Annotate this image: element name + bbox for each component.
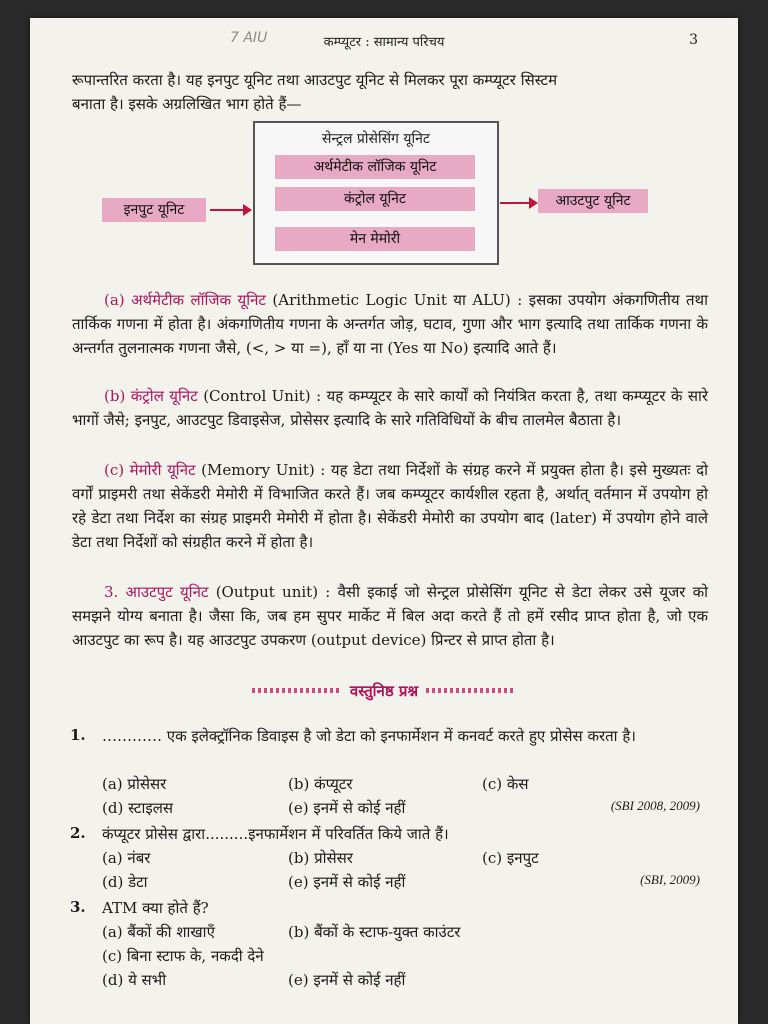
section-control-label: (b) कंट्रोल यूनिट [104, 387, 198, 405]
page-number: 3 [689, 32, 698, 48]
objective-heading [30, 680, 738, 701]
section-alu-label: (a) अर्थमेटीक लॉजिक यूनिट [104, 291, 266, 309]
book-page [30, 18, 738, 1024]
q3-option-b: (b) बैंकों के स्टाफ-युक्त काउंटर [288, 923, 461, 941]
question-1-number: 1. [70, 726, 86, 744]
pencil-note: 7 AIU [230, 30, 268, 46]
intro-line-2: बनाता है। इसके अग्रलिखित भाग होते हैं— [72, 95, 302, 113]
section-alu-text: (Arithmetic Logic Unit या ALU) : इसका उपयोग अंकगणितीय तथा तार्किक गणना में होता है। अंकगणितीय गणना के अन्तर्गत जोड़, घटाव, गुणा और भाग इत्यादि तथा तार्किक गणना के अन्तर्गत तुलनात्मक गणना जैसे, (<, > या =), हाँ या ना (Yes या No) इत्यादि आते हैं। [72, 291, 708, 357]
section-output [72, 580, 708, 652]
q2-source: (SBI, 2009) [640, 872, 700, 887]
q2-option-e: (e) इनमें से कोई नहीं [288, 873, 406, 891]
q1-option-e: (e) इनमें से कोई नहीं [288, 799, 406, 817]
q2-option-a: (a) नंबर [102, 849, 151, 867]
heading-rule-right [426, 688, 516, 693]
q1-source: (SBI 2008, 2009) [610, 798, 700, 813]
q3-option-e: (e) इनमें से कोई नहीं [288, 971, 406, 989]
section-alu [72, 288, 708, 360]
heading-rule-left [252, 688, 342, 693]
section-memory-label: (c) मेमोरी यूनिट [104, 461, 196, 479]
question-3-text: ATM क्या होते हैं? [102, 899, 209, 917]
q1-option-d: (d) स्टाइलस [102, 799, 174, 817]
q3-option-d: (d) ये सभी [102, 971, 167, 989]
cpu-title: सेन्ट्रल प्रोसेसिंग यूनिट [322, 131, 430, 147]
objective-heading-text: वस्तुनिष्ठ प्रश्न [349, 681, 419, 700]
question-2-number: 2. [70, 824, 86, 842]
q1-option-b: (b) कंप्यूटर [288, 775, 353, 793]
arrow-input-to-cpu [210, 209, 244, 211]
alu-box: अर्थमेटीक लॉजिक यूनिट [275, 155, 475, 179]
main-memory-box: मेन मेमोरी [275, 227, 475, 251]
q2-option-b: (b) प्रोसेसर [288, 849, 353, 867]
q1-option-a: (a) प्रोसेसर [102, 775, 167, 793]
intro-line-1: रूपान्तरित करता है। यह इनपुट यूनिट तथा आउटपुट यूनिट से मिलकर पूरा कम्प्यूटर सिस्टम [72, 71, 558, 89]
control-unit-box: कंट्रोल यूनिट [275, 187, 475, 211]
question-1-text: ………… एक इलेक्ट्रॉनिक डिवाइस है जो डेटा को इनफार्मेशन में कनवर्ट करते हुए प्रोसेस करता है। [102, 727, 636, 745]
q2-option-c: (c) इनपुट [482, 849, 539, 867]
q3-option-c: (c) बिना स्टाफ के, नकदी देने [102, 947, 264, 965]
section-memory-text: (Memory Unit) : यह डेटा तथा निर्देशों के संग्रह करने में प्रयुक्त होता है। इसे मुख्यतः दो वर्गों प्राइमरी तथा सेकेंडरी मेमोरी में विभाजित करते हैं। जब कम्प्यूटर कार्यशील रहता है, अर्थात् वर्तमान में उपयोग हो रहे डेटा तथा निर्देश का संग्रह प्राइमरी मेमोरी में होता है। सेकेंडरी मेमोरी का उपयोग बाद (later) में उपयोग होने वाले डेटा तथा निर्देशों को संग्रहीत करने में होता है। [72, 461, 708, 551]
section-control-text: (Control Unit) : यह कम्प्यूटर के सारे कार्यों को नियंत्रित करता है, तथा कम्प्यूटर के सारे भागों जैसे; इनपुट, आउटपुट डिवाइसेज, प्रोसेसर इत्यादि के सारे गतिविधियों के बीच तालमेल बैठाता है। [72, 387, 708, 429]
output-unit-box: आउटपुट यूनिट [538, 189, 648, 213]
section-control [72, 384, 708, 432]
running-header: कम्प्यूटर : सामान्य परिचय [323, 35, 445, 50]
q3-option-a: (a) बैंकों की शाखाएँ [102, 923, 215, 941]
cpu-frame [253, 121, 499, 265]
section-memory [72, 458, 708, 554]
section-output-text: (Output unit) : वैसी इकाई जो सेन्ट्रल प्रोसेसिंग यूनिट से डेटा लेकर उसे यूजर को समझने योग्य बनाता है। जैसा कि, जब हम सुपर मार्केट में बिल अदा करते हैं तो हमें रसीद प्राप्त होता है, जो एक आउटपुट का रूप है। यह आउटपुट उपकरण (output device) प्रिन्टर से प्राप्त होता है। [72, 583, 708, 649]
question-2-text: कंप्यूटर प्रोसेस द्वारा.........इनफार्मेशन में परिवर्तित किये जाते हैं। [102, 825, 449, 843]
q1-option-c: (c) केस [482, 775, 529, 793]
input-unit-box: इनपुट यूनिट [102, 198, 206, 222]
section-output-label: 3. आउटपुट यूनिट [104, 583, 209, 601]
q2-option-d: (d) डेटा [102, 873, 148, 891]
question-3-number: 3. [70, 898, 86, 916]
arrow-cpu-to-output [500, 202, 530, 204]
